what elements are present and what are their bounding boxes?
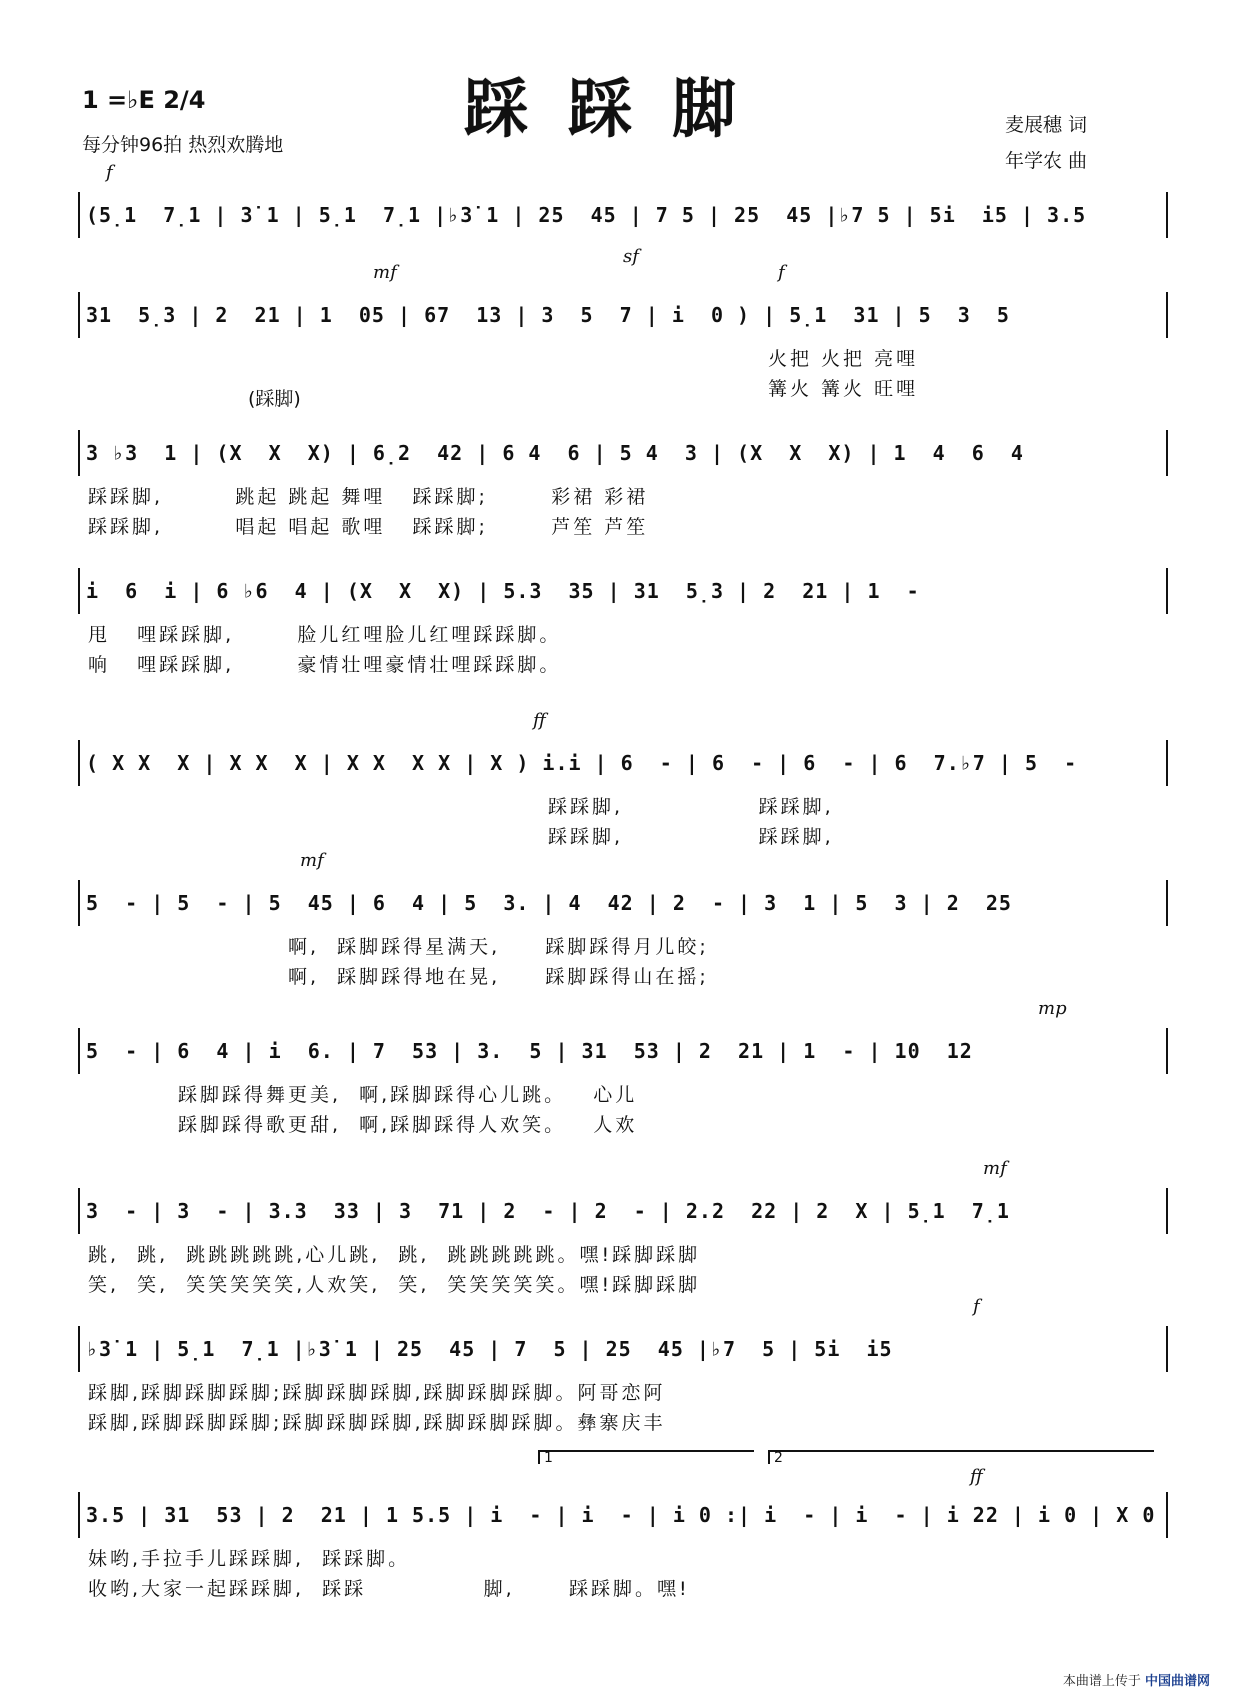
dynamic-mark: f [106, 162, 113, 183]
lyric-verse-1: 踩踩脚, 踩踩脚, [548, 796, 834, 818]
dynamic-mark: mp [1038, 998, 1067, 1019]
notation-line: (5̣1 7̣1 | 3̇ 1 | 5̣1 7̣1 |♭3̇ 1 | 25 45 | 7 5 | 25 45 |♭7 5 | 5i i5 | 3.5 [78, 192, 1168, 238]
lyric-verse-2: 响 哩踩踩脚, 豪情壮哩豪情壮哩踩踩脚。 [88, 654, 562, 676]
lyric-verse-2: 啊, 踩脚踩得地在晃, 踩脚踩得山在摇; [288, 966, 709, 988]
notation-line: 5 - | 5 - | 5 45 | 6 4 | 5 3. | 4 42 | 2 - | 3 1 | 5 3 | 2 25 [78, 880, 1168, 926]
site-logo[interactable]: 中国曲谱网 [1144, 1674, 1210, 1689]
lyric-verse-1: 跳, 跳, 跳跳跳跳跳,心儿跳, 跳, 跳跳跳跳跳。嘿!踩脚踩脚 [88, 1244, 701, 1266]
notation-line: ♭3̇ 1 | 5̣1 7̣1 |♭3̇ 1 | 25 45 | 7 5 | 25 45 |♭7 5 | 5i i5 [78, 1326, 1168, 1372]
upload-note: 本曲谱上传于 [1062, 1674, 1141, 1689]
site-watermark [1063, 1670, 1210, 1689]
page-title: 踩踩脚 [464, 72, 776, 147]
lyric-verse-1: 啊, 踩脚踩得星满天, 踩脚踩得月儿皎; [288, 936, 709, 958]
key-signature: 1 =♭E 2/4 [82, 86, 206, 114]
notation-line: 31 5̣3 | 2 21 | 1 05 | 67 13 | 3 5 7 | i 0 ) | 5̣1 31 | 5 3 5 [78, 292, 1168, 338]
notation-line: i 6 i | 6 ♭6 4 | (X X X) | 5.3 35 | 31 5̣3 | 2 21 | 1 - [78, 568, 1168, 614]
lyric-verse-1: 甩 哩踩踩脚, 脸儿红哩脸儿红哩踩踩脚。 [88, 624, 562, 646]
dynamic-mark: ff [533, 710, 546, 731]
lyric-verse-1: 踩脚踩得舞更美, 啊,踩脚踩得心儿跳。 心儿 [178, 1084, 638, 1106]
lyric-verse-2: 收哟,大家一起踩踩脚, 踩踩 脚, 踩踩脚。嘿! [88, 1578, 690, 1600]
notation-line: 3 ♭3 1 | (X X X) | 6̣2 42 | 6 4 6 | 5 4 3 | (X X X) | 1 4 6 4 [78, 430, 1168, 476]
volta-second-ending: 2 [768, 1450, 1154, 1464]
dynamic-mark: ff [970, 1466, 983, 1487]
dynamic-mark: f [973, 1296, 980, 1317]
notation-line: 3.5 | 31 53 | 2 21 | 1 5.5 | i - | i - | i 0 :| i - | i - | i 22 | i 0 | X 0 [78, 1492, 1168, 1538]
dynamic-mark: mf [373, 262, 397, 283]
lyric-verse-2: 笑, 笑, 笑笑笑笑笑,人欢笑, 笑, 笑笑笑笑笑。嘿!踩脚踩脚 [88, 1274, 701, 1296]
lyric-verse-2: 踩踩脚, 踩踩脚, [548, 826, 834, 848]
lyric-verse-1: 踩踩脚, 跳起 跳起 舞哩 踩踩脚; 彩裙 彩裙 [88, 486, 649, 508]
notation-line: 3 - | 3 - | 3.3 33 | 3 71 | 2 - | 2 - | 2.2 22 | 2 X | 5̣1 7̣1 [78, 1188, 1168, 1234]
dynamic-mark: f [778, 262, 785, 283]
lyric-verse-2: 踩踩脚, 唱起 唱起 歌哩 踩踩脚; 芦笙 芦笙 [88, 516, 649, 538]
dynamic-mark: mf [300, 850, 324, 871]
notation-line: 5 - | 6 4 | i 6. | 7 53 | 3. 5 | 31 53 | 2 21 | 1 - | 10 12 [78, 1028, 1168, 1074]
lyric-verse-1: 踩脚,踩脚踩脚踩脚;踩脚踩脚踩脚,踩脚踩脚踩脚。阿哥恋阿 [88, 1382, 666, 1404]
dynamic-mark: sf [623, 246, 639, 267]
volta-first-ending: 1 [538, 1450, 754, 1464]
section-label: (踩脚) [248, 388, 301, 410]
tempo-marking: 每分钟96拍 热烈欢腾地 [82, 134, 284, 156]
composer-credit: 年学农 曲 [1005, 150, 1088, 172]
lyric-verse-2: 踩脚,踩脚踩脚踩脚;踩脚踩脚踩脚,踩脚踩脚踩脚。彝寨庆丰 [88, 1412, 666, 1434]
lyric-verse-2: 踩脚踩得歌更甜, 啊,踩脚踩得人欢笑。 人欢 [178, 1114, 638, 1136]
lyric-verse-2: 篝火 篝火 旺哩 [768, 378, 919, 400]
lyric-verse-1: 火把 火把 亮哩 [768, 348, 919, 370]
lyric-verse-1: 妹哟,手拉手儿踩踩脚, 踩踩脚。 [88, 1548, 411, 1570]
dynamic-mark: mf [983, 1158, 1007, 1179]
notation-line: ( X X X | X X X | X X X X | X ) i.i | 6 - | 6 - | 6 - | 6 7.♭7 | 5 - [78, 740, 1168, 786]
lyricist-credit: 麦展穗 词 [1005, 114, 1088, 136]
